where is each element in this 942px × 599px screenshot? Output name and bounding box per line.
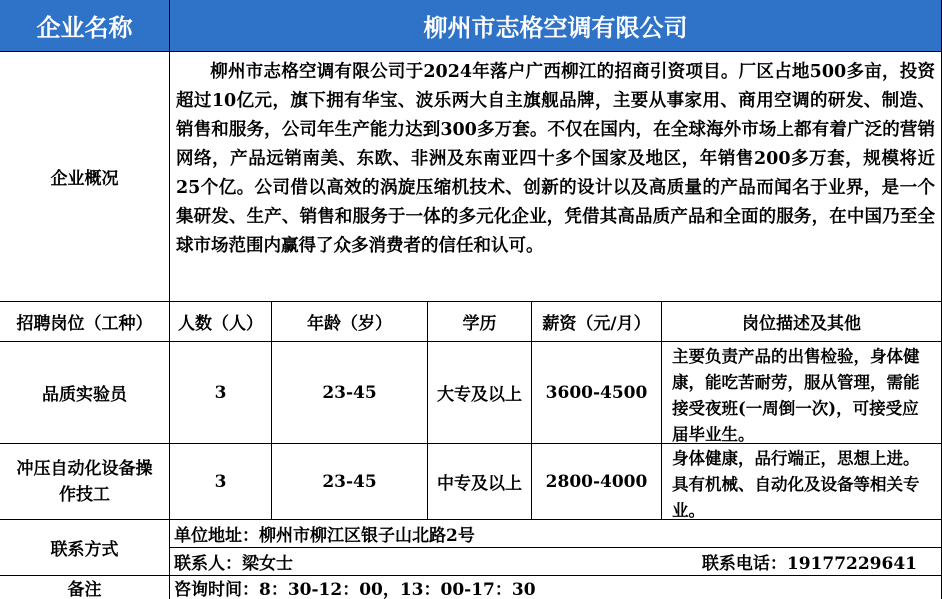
overview-text: 柳州市志格空调有限公司于2024年落户广西柳江的招商引资项目。厂区占地500多亩，投资超过10亿元，旗下拥有华宝、波乐两大自主旗舰品牌，主要从事家用、商用空调的研发、制造、销售和服务，公司年生产能力达到300多万套。不仅在国内，在全球海外市场上都有着广泛的营销网络，产品远销南美、东欧、非洲及东南亚四十多个国家及地区，年销售200多万套，规模将近25个亿。公司借以高效的涡旋压缩机技术、创新的设计以及高质量的产品而闻名于业界，是一个集研发、生产、销售和服务于一体的多元化企业，凭借其高品质产品和全面的服务，在中国乃至全球市场范围内赢得了众多消费者的信任和认可。 [176, 62, 935, 256]
remarks-label: 备注 [0, 576, 170, 599]
col-header-count: 人数（人） [170, 302, 272, 342]
job-2-count: 3 [170, 444, 272, 520]
col-header-education: 学历 [428, 302, 532, 342]
col-header-age: 年龄（岁） [272, 302, 428, 342]
job-1-education: 大专及以上 [428, 342, 532, 444]
job-1-count: 3 [170, 342, 272, 444]
job-2-description: 身体健康，品行端正，思想上进。具有机械、自动化及设备等相关专业。 [662, 444, 942, 520]
col-header-position: 招聘岗位（工种） [0, 302, 170, 342]
job-2-age: 23-45 [272, 444, 428, 520]
contact-label: 联系方式 [0, 520, 170, 576]
remarks-text: 咨询时间：8：30-12：00，13：00-17：30 [170, 576, 942, 599]
contact-person-phone-row [170, 548, 942, 576]
company-name-value: 柳州市志格空调有限公司 [170, 0, 942, 52]
overview-label: 企业概况 [0, 52, 170, 302]
col-header-description: 岗位描述及其他 [662, 302, 942, 342]
contact-phone: 联系电话：19177229641 [701, 554, 917, 574]
job-2-education: 中专及以上 [428, 444, 532, 520]
job-1-age: 23-45 [272, 342, 428, 444]
col-header-salary: 薪资（元/月） [532, 302, 662, 342]
job-1-salary: 3600-4500 [532, 342, 662, 444]
contact-address: 单位地址：柳州市柳江区银子山北路2号 [170, 520, 942, 548]
job-1-description: 主要负责产品的出售检验，身体健康，能吃苦耐劳，服从管理，需能接受夜班(一周倒一次)，可接受应届毕业生。 [662, 342, 942, 444]
job-2-salary: 2800-4000 [532, 444, 662, 520]
job-1-position: 品质实验员 [0, 342, 170, 444]
overview-text-cell [170, 52, 942, 302]
contact-person: 联系人：梁女士 [174, 554, 293, 574]
job-2-position: 冲压自动化设备操作技工 [0, 444, 170, 520]
company-name-label: 企业名称 [0, 0, 170, 52]
